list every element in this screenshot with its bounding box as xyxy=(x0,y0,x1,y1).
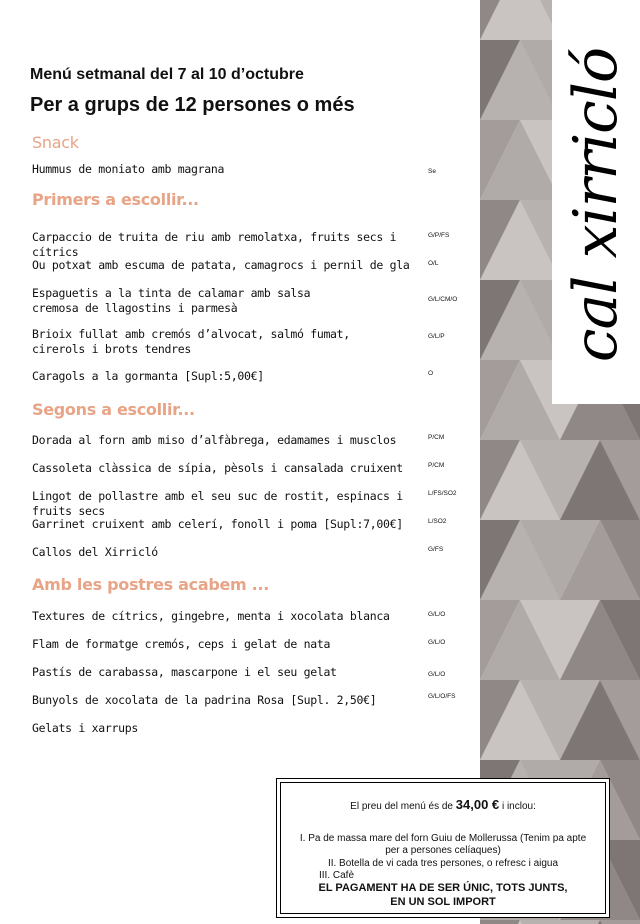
payment-notice-2: EN UN SOL IMPORT xyxy=(390,896,496,908)
allergen-code: O xyxy=(428,370,434,377)
price-include-2: II. Botella de vi cada tres persones, o refresc i aigua xyxy=(327,858,559,869)
menu-item: Garrinet cruixent amb celerí, fonoll i poma [Supl:7,00€] xyxy=(32,517,403,531)
allergen-code: G/L/O xyxy=(428,611,446,618)
section-title-postres: Amb les postres acabem ... xyxy=(32,575,270,594)
price-include-3: III. Cafè xyxy=(319,870,355,881)
allergen-code: L/FS/SO2 xyxy=(428,490,457,497)
menu-item: Brioix fullat amb cremós d’alvocat, salmó fumat, cirerols i brots tendres xyxy=(32,327,350,356)
decorative-triangle xyxy=(520,920,600,924)
menu-item: Pastís de carabassa, mascarpone i el seu gelat xyxy=(32,665,337,679)
menu-item: Dorada al forn amb miso d’alfàbrega, edamames i musclos xyxy=(32,433,397,447)
allergen-code: G/L/O xyxy=(428,671,446,678)
allergen-code: G/L/CM/O xyxy=(428,296,458,303)
menu-item: Lingot de pollastre amb el seu suc de rostit, espinacs i fruits secs xyxy=(32,489,403,518)
menu-item: Caragols a la gormanta [Supl:5,00€] xyxy=(32,369,264,383)
payment-notice-1: EL PAGAMENT HA DE SER ÚNIC, TOTS JUNTS, xyxy=(318,882,568,894)
decorative-triangle xyxy=(480,920,520,924)
allergen-code: P/CM xyxy=(428,462,445,469)
menu-item: Carpaccio de truita de riu amb remolatxa, fruits secs i cítrics xyxy=(32,230,397,259)
menu-subtitle: Per a grups de 12 persones o més xyxy=(30,94,355,116)
allergen-code: L/SO2 xyxy=(428,518,447,525)
price-line xyxy=(281,797,605,812)
brand-logo: cal xirricló xyxy=(561,47,631,363)
section-title-primers: Primers a escollir... xyxy=(32,190,199,209)
menu-item: Espaguetis a la tinta de calamar amb salsa cremosa de llagostins i parmesà xyxy=(32,286,311,315)
section-title-segons: Segons a escollir... xyxy=(32,400,195,419)
allergen-code: G/P/FS xyxy=(428,232,450,239)
section-title-snack: Snack xyxy=(32,133,79,152)
menu-item: Flam de formatge cremós, ceps i gelat de nata xyxy=(32,637,331,651)
allergen-code: P/CM xyxy=(428,434,445,441)
price-box-inner xyxy=(280,782,606,914)
price-includes: i inclou: xyxy=(501,801,536,812)
menu-item: Callos del Xirricló xyxy=(32,545,158,559)
allergen-code: G/L/O xyxy=(428,639,446,646)
menu-item: Ou potxat amb escuma de patata, camagrocs i pernil de gla xyxy=(32,258,410,272)
price-include-1: I. Pa de massa mare del forn Guiu de Mollerussa (Tenim pa apte xyxy=(299,833,587,844)
menu-item: Textures de cítrics, gingebre, menta i xocolata blanca xyxy=(32,609,390,623)
allergen-code: G/FS xyxy=(428,546,444,553)
allergen-code: Se xyxy=(428,168,436,175)
price-intro: El preu del menú és de xyxy=(350,801,453,812)
menu-item: Cassoleta clàssica de sípia, pèsols i cansalada cruixent xyxy=(32,461,403,475)
decorative-triangle xyxy=(600,920,640,924)
price-include-1b: per a persones celíaques) xyxy=(385,845,501,856)
menu-title: Menú setmanal del 7 al 10 d’octubre xyxy=(30,66,304,83)
allergen-code: G/L/P xyxy=(428,333,445,340)
price-box xyxy=(276,778,610,918)
menu-item: Bunyols de xocolata de la padrina Rosa [Supl. 2,50€] xyxy=(32,693,377,707)
menu-item: Hummus de moniato amb magrana xyxy=(32,162,225,176)
price-amount: 34,00 € xyxy=(455,797,500,812)
allergen-code: G/L/O/FS xyxy=(428,693,456,700)
allergen-code: O/L xyxy=(428,260,439,267)
menu-item: Gelats i xarrups xyxy=(32,721,138,735)
